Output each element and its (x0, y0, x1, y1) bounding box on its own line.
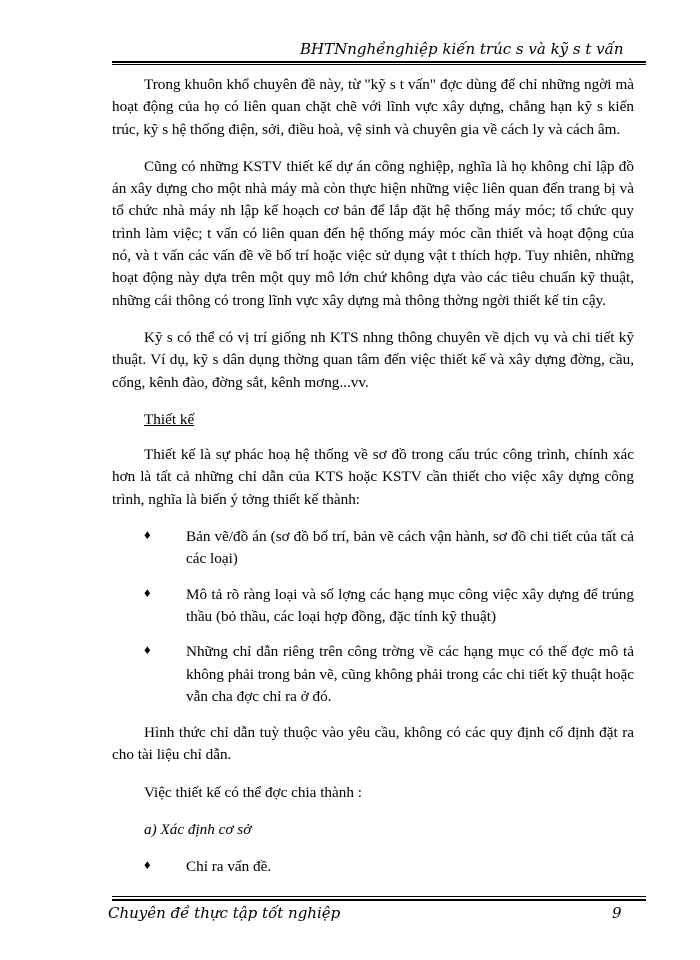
list-item (112, 526, 634, 571)
list-item (112, 856, 634, 878)
section-heading (112, 409, 634, 431)
list-item-text: Chỉ ra vấn đề. (186, 858, 272, 876)
list-item (112, 584, 634, 629)
page-number: 9 (612, 904, 622, 922)
list-item (112, 641, 634, 708)
list-item-text: Bản vẽ/đồ án (sơ đồ bố trí, bản vẽ cách vận hành, sơ đồ chi tiết của tất cả các loại) (186, 528, 634, 568)
diamond-bullet-icon: ♦ (144, 857, 151, 873)
page-header-title: BHTNnghềnghiệp kiến trúc s và kỹ s t vấn (300, 40, 624, 58)
section-heading-text: Thiết kế (144, 410, 195, 428)
footer-rule-thin (112, 896, 646, 897)
footer-rule (112, 899, 646, 901)
subsection-heading: a) Xác định cơ sở (144, 821, 252, 839)
list-item-text: Mô tả rõ ràng loại và số lợng các hạng mục công việc xây dựng để trúng thầu (bỏ thầu, các loại hợp đồng, đặc tính kỹ thuật) (186, 585, 634, 625)
list-item-text: Những chỉ dẫn riêng trên công trờng về các hạng mục có thể đợc mô tả không phải trong bản vẽ, cũng không phải trong các chi tiết kỹ thuật hoặc vẫn cha đợc chỉ ra ở đó. (186, 643, 634, 705)
diamond-bullet-icon: ♦ (144, 527, 151, 543)
footer-title: Chuyên đề thực tập tốt nghiệp (108, 904, 341, 922)
diamond-bullet-icon: ♦ (144, 642, 151, 658)
bullet-list (112, 526, 634, 708)
paragraph: Hình thức chỉ dẫn tuỳ thuộc vào yêu cầu, không có các quy định cố định đặt ra cho tài liệu chỉ dẫn. (112, 724, 634, 764)
header-rule (112, 61, 646, 63)
diamond-bullet-icon: ♦ (144, 584, 151, 600)
paragraph: Việc thiết kế có thể đợc chia thành : (144, 783, 362, 801)
paragraph: Kỹ s có thể có vị trí giống nh KTS nhng thông chuyên về dịch vụ và chi tiết kỹ thuật. Ví dụ, kỹ s dân dụng thờng quan tâm đến việc thiết kế và xây dựng đờng, cầu, cống, kênh đào, đờng sắt, kênh mơng...vv. (112, 328, 634, 391)
document-body (112, 74, 634, 893)
bullet-list (112, 856, 634, 878)
paragraph: Thiết kế là sự phác hoạ hệ thống về sơ đồ trong cấu trúc công trình, chính xác hơn là tất cả những chỉ dẫn của KTS hoặc KSTV cần thiết cho việc xây dựng công trình, nghĩa là biến ý tởng thiết kế thành: (112, 446, 634, 508)
paragraph: Trong khuôn khổ chuyên đề này, từ "kỹ s t vấn" đợc dùng để chỉ những ngời mà hoạt động của họ có liên quan chặt chẽ với lĩnh vực xây dựng, chẳng hạn kỹ s kiến trúc, kỹ s hệ thống điện, sởi, điều hoà, vệ sinh và chuyên gia về cách ly và cách âm. (112, 76, 634, 138)
header-rule-thin (112, 64, 646, 65)
paragraph: Cũng có những KSTV thiết kế dự án công nghiệp, nghĩa là họ không chỉ lập đồ án xây dựng cho một nhà máy mà còn thực hiện những việc liên quan đến trang bị và tổ chức nhà máy nh lập kế hoạch cơ bản để lắp đặt hệ thống máy móc; tổ chức quy trình làm việc; t vấn có liên quan đến hệ thống máy móc cần thiết và hoạt động của nó, và t vấn các vấn đề về bố trí hoặc việc sử dụng vật t thích hợp. Tuy nhiên, những hoạt động này dựa trên một quy mô lớn chứ không dựa vào các tiêu chuẩn kỹ thuật, những cái thông có trong lĩnh vực xây dựng mà thông thờng ngời thiết kế tin cậy. (112, 157, 634, 309)
